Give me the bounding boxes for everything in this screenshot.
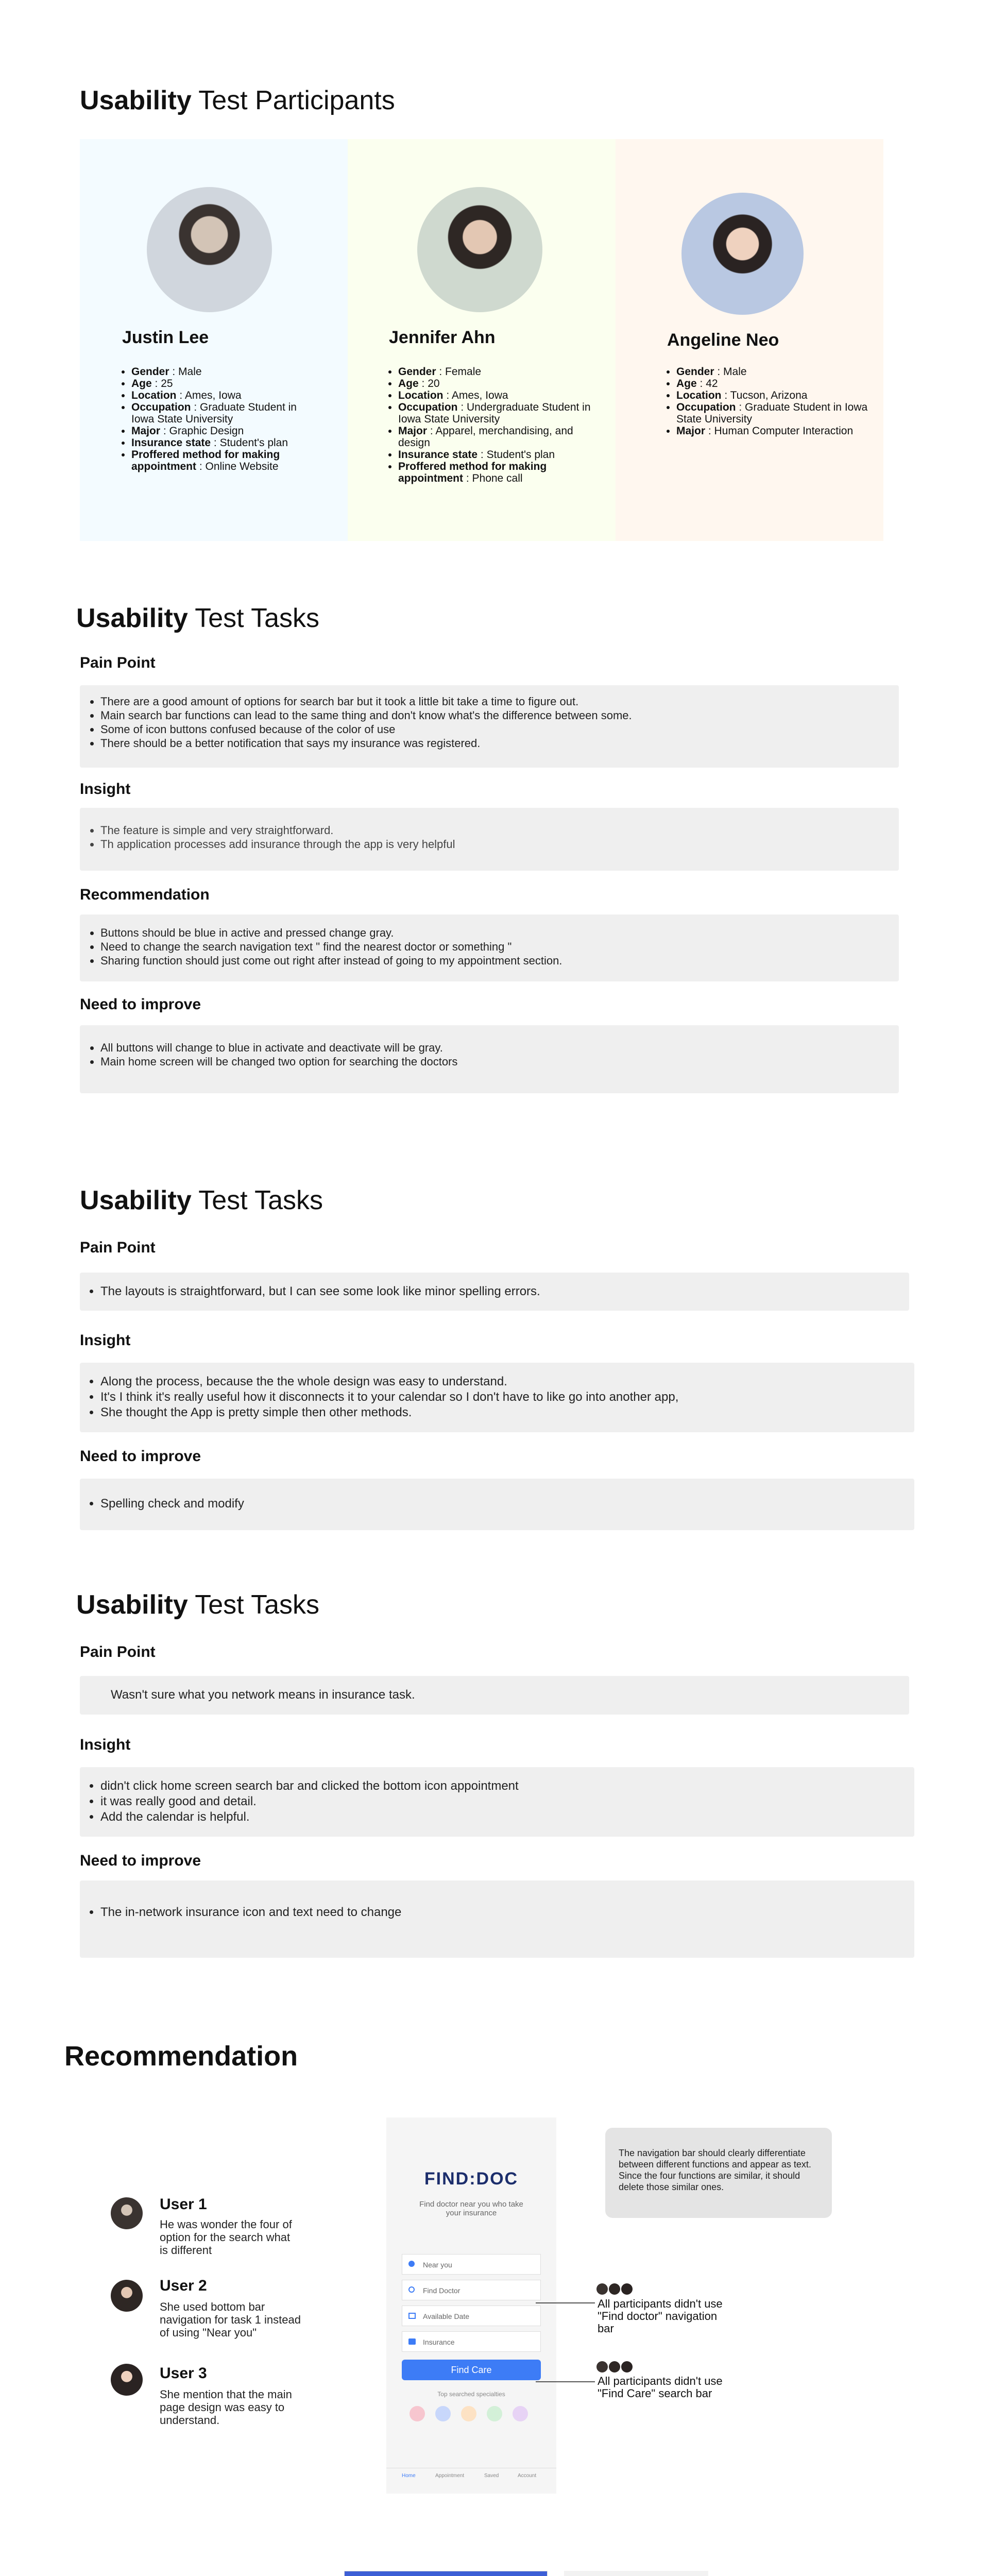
specialty-icon[interactable]	[513, 2406, 528, 2421]
insight-heading: Insight	[80, 1736, 131, 1753]
participants-title: Usability Test Participants	[80, 86, 395, 115]
tagline: Find doctor near you who take your insurance	[419, 2200, 523, 2217]
recommendation-title: Recommendation	[64, 2041, 298, 2072]
user-name: User 2	[160, 2277, 207, 2294]
participant-photo	[681, 193, 804, 315]
user-name: User 1	[160, 2196, 207, 2213]
nav-home[interactable]: Home	[402, 2473, 416, 2479]
pain-point-heading: Pain Point	[80, 1239, 156, 1256]
recommendation-heading: Recommendation	[80, 886, 210, 903]
card-icon	[408, 2338, 416, 2345]
specialty-icon[interactable]	[461, 2406, 476, 2421]
option-insurance[interactable]: Insurance	[402, 2331, 541, 2352]
header-bar	[345, 2571, 547, 2576]
need-to-improve-heading: Need to improve	[80, 1448, 201, 1465]
phone-doctor-profile	[564, 2571, 708, 2576]
insight-heading: Insight	[80, 781, 131, 798]
pain-point-box: • There are a good amount of options for search bar but it took a little bit take a time to figure out. • Main search bar functions can lead to the same thing and don't know what's the difference between some. • Some of icon buttons confused because of the color of use • There should be a better notification that says my insurance was registered.	[80, 685, 899, 768]
callout-text: All participants didn't use "Find Care" search bar	[598, 2375, 723, 2400]
user-avatar	[111, 2197, 143, 2229]
user-mini-avatar	[621, 2361, 633, 2372]
user-avatar	[111, 2364, 143, 2396]
option-available-date[interactable]: Available Date	[402, 2306, 541, 2326]
option-near-you[interactable]: Near you	[402, 2254, 541, 2275]
participant-photo	[147, 187, 272, 312]
user-mini-avatar	[609, 2361, 620, 2372]
insight-box: • Along the process, because the the whole design was easy to understand. • It's I think it's really useful how it disconnects it to your calendar so I don't have to like go into another app, • She thought the App is pretty simple then other methods.	[80, 1363, 914, 1432]
specialty-icon[interactable]	[487, 2406, 502, 2421]
user-mini-avatar	[609, 2283, 620, 2295]
calendar-icon	[408, 2313, 416, 2319]
pain-point-heading: Pain Point	[80, 654, 156, 671]
user-mini-avatar	[596, 2283, 608, 2295]
pain-point-heading: Pain Point	[80, 1643, 156, 1660]
participant-name: Justin Lee	[122, 328, 209, 347]
specialty-icon[interactable]	[435, 2406, 451, 2421]
specialty-icon[interactable]	[410, 2406, 425, 2421]
participant-name: Angeline Neo	[667, 330, 779, 350]
need-to-improve-box: • Spelling check and modify	[80, 1479, 914, 1530]
recommendation-box: • Buttons should be blue in active and pressed change gray. • Need to change the search navigation text " find the nearest doctor or something " • Sharing function should just come out right after instead of going to my appointment section.	[80, 914, 899, 981]
user-desc: She used bottom bar navigation for task 1 instead of using "Near you"	[160, 2300, 301, 2339]
participant-details: • Gender : Male • Age : 25 • Location : Ames, Iowa • Occupation : Graduate Student in Iowa State University • Major : Graphic Design • Insurance state : Student's plan • Proffered method for making appointment : Online Website	[117, 366, 317, 472]
need-to-improve-heading: Need to improve	[80, 1852, 201, 1869]
participant-card-justin	[80, 139, 348, 541]
insight-box: • The feature is simple and very straightforward. • Th application processes add insurance through the app is very helpful	[80, 808, 899, 871]
user-desc: She mention that the main page design was easy to understand.	[160, 2388, 292, 2427]
phone-home-screen	[386, 2117, 556, 2494]
find-care-button[interactable]: Find Care	[402, 2360, 541, 2380]
participant-card-angeline	[616, 139, 883, 541]
pain-point-box: • The layouts is straightforward, but I can see some look like minor spelling errors.	[80, 1273, 909, 1311]
participant-details: • Gender : Female • Age : 20 • Location : Ames, Iowa • Occupation : Undergraduate Student in Iowa State University • Major : Apparel, merchandising, and design • Insurance state : Student's plan • Proffered method for making appointment : Phone call	[384, 366, 594, 484]
insight-box: • didn't click home screen search bar and clicked the bottom icon appointment • it was really good and detail. • Add the calendar is helpful.	[80, 1767, 914, 1837]
phone-schedule-screen	[344, 2571, 548, 2576]
search-icon	[408, 2286, 415, 2293]
participant-card-jennifer	[348, 139, 616, 541]
user-desc: He was wonder the four of option for the search what is different	[160, 2218, 292, 2257]
location-icon	[408, 2261, 415, 2267]
user-name: User 3	[160, 2365, 207, 2382]
need-to-improve-box: • The in-network insurance icon and text need to change	[80, 1880, 914, 1958]
callout-line	[536, 2381, 595, 2382]
user-mini-avatar	[621, 2283, 633, 2295]
pain-point-box: Wasn't sure what you network means in insurance task.	[80, 1676, 909, 1715]
tasks3-title: Usability Test Tasks	[76, 1590, 320, 1620]
user-mini-avatar	[596, 2361, 608, 2372]
nav-account[interactable]: Account	[518, 2473, 537, 2479]
need-to-improve-box: • All buttons will change to blue in activate and deactivate will be gray. • Main home screen will be changed two option for searching the doctors	[80, 1025, 899, 1093]
callout-text: All participants didn't use "Find doctor" navigation bar	[598, 2297, 723, 2335]
user-avatar	[111, 2280, 143, 2312]
tasks2-title: Usability Test Tasks	[80, 1185, 323, 1215]
specialties-label: Top searched specialties	[437, 2391, 505, 2398]
tasks1-title: Usability Test Tasks	[76, 603, 320, 633]
suggestion-note: The navigation bar should clearly differentiate between different functions and appear as text. Since the four functions are similar, it should delete those similar ones.	[605, 2128, 832, 2218]
insight-heading: Insight	[80, 1332, 131, 1349]
app-logo: FIND:DOC	[424, 2169, 519, 2189]
callout-line	[536, 2302, 595, 2303]
option-find-doctor[interactable]: Find Doctor	[402, 2280, 541, 2300]
nav-appointment[interactable]: Appointment	[435, 2473, 465, 2479]
participant-photo	[417, 187, 542, 312]
participant-details: • Gender : Male • Age : 42 • Location : Tucson, Arizona • Occupation : Graduate Student in Iowa State University • Major : Human Computer Interaction	[662, 366, 872, 437]
participant-name: Jennifer Ahn	[389, 328, 496, 347]
need-to-improve-heading: Need to improve	[80, 996, 201, 1013]
nav-saved[interactable]: Saved	[484, 2473, 499, 2479]
